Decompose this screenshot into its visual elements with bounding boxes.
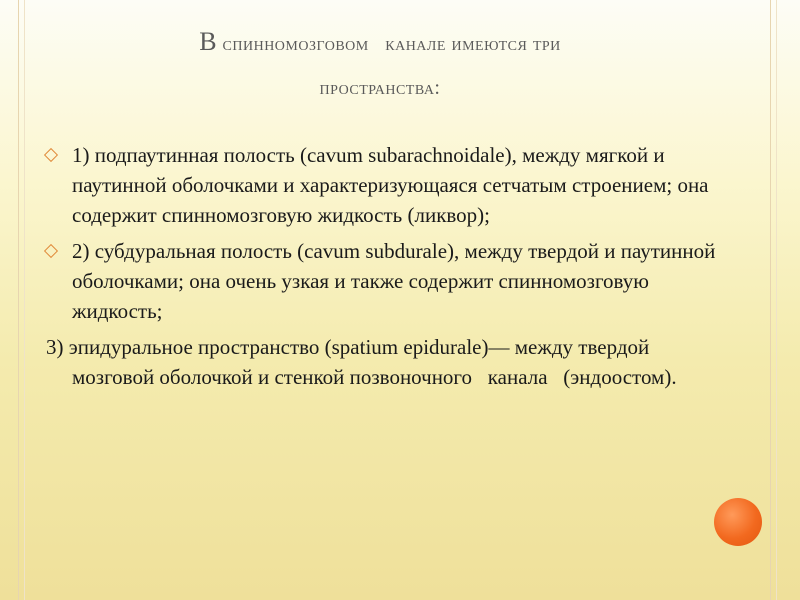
list-item-3	[46, 332, 726, 392]
list-item-3-text: 3) эпидуральное пространство (spatium epidurale)— между твердой мозговой оболочкой и стенкой позвоночного канала (эндоостом).	[46, 335, 677, 389]
list-item-2-text: 2) субдуральная полость (cavum subdurale), между твердой и паутинной оболочками; она очень узкая и также содержит спинномозговую жидкость;	[72, 239, 716, 323]
diamond-bullet-icon	[44, 148, 58, 162]
title-line-2-text: пространства:	[319, 77, 441, 99]
title-line-1	[60, 20, 700, 66]
list-item-2	[46, 236, 726, 326]
slide-title	[60, 20, 700, 110]
diamond-bullet-icon	[44, 244, 58, 258]
list-item-1	[46, 140, 726, 230]
slide-content	[46, 140, 726, 392]
frame-line-right-outer	[770, 0, 771, 600]
title-line-2	[60, 66, 700, 110]
list-item-1-text: 1) подпаутинная полость (cavum subarachnoidale), между мягкой и паутинной оболочками и характеризующаяся сетчатым строением; она содержит спинномозговую жидкость (ликвор);	[72, 143, 709, 227]
frame-line-left-inner	[24, 0, 25, 600]
title-line-1-text: спинномозговом канале имеются три	[222, 33, 561, 55]
title-initial: В	[199, 27, 218, 56]
frame-line-left-outer	[18, 0, 19, 600]
decorative-circle-icon	[714, 498, 762, 546]
frame-line-right-inner	[776, 0, 777, 600]
